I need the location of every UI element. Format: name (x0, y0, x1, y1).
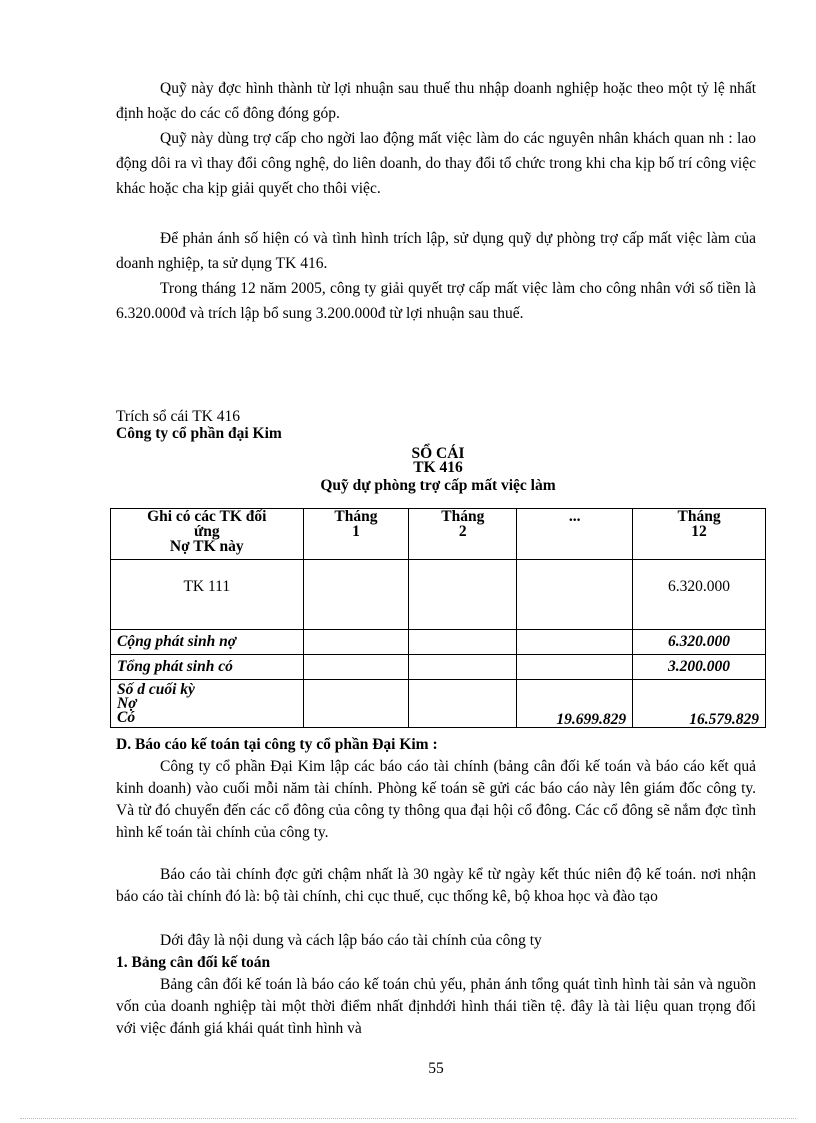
company-name: Công ty cổ phần đại Kim (116, 425, 282, 442)
ledger-excerpt-label: Trích sổ cái TK 416 (116, 408, 240, 425)
section-1-paragraph: Bảng cân đối kế toán là báo cáo kế toán chủ yếu, phản ánh tổng quát tình hình tài sản và nguồn vốn của doanh nghiệp tài một thời điểm nhất địnhdới hình thái tiền tệ. đây là tài liệu quan trọng đối với việc đánh giá khái quát tình hình và (116, 976, 756, 1037)
page-bottom-divider (20, 1118, 796, 1119)
header-month-1: Tháng 1 (303, 509, 409, 560)
row-tk111-m12: 6.320.000 (633, 560, 766, 630)
header-month-2: Tháng 2 (409, 509, 517, 560)
paragraph-fund-usage: Quỹ này dùng trợ cấp cho ngời lao động mất việc làm do các nguyên nhân khách quan nh : lao động dôi ra vì thay đổi công nghệ, do liên doanh, do thay đổi tổ chức trong khi cha kịp bố trí công việc khác hoặc cha kịp giải quyết cho thôi việc. (116, 130, 756, 197)
ledger-title: SỔ CÁI (411, 445, 465, 462)
ledger-row-credit (111, 655, 766, 680)
ledger-row-tk111 (111, 560, 766, 630)
ledger-table (110, 508, 766, 728)
ledger-account: TK 416 (413, 459, 463, 476)
ledger-header-row (111, 509, 766, 560)
ledger-row-debit (111, 630, 766, 655)
row-debit-m12: 6.320.000 (633, 630, 766, 655)
paragraph-fund-source: Quỹ này đợc hình thành từ lợi nhuận sau thuế thu nhập doanh nghiệp hoặc theo một tỷ lệ nhất định hoặc do các cổ đông đóng góp. (116, 80, 756, 122)
row-credit-label: Tổng phát sinh có (111, 655, 304, 680)
section-d-paragraph-3: Dới đây là nội dung và cách lập báo cáo tài chính của công ty (160, 932, 542, 949)
row-tk111-label: TK 111 (111, 560, 304, 630)
paragraph-december-example: Trong tháng 12 năm 2005, công ty giải quyết trợ cấp mất việc làm cho công nhân với số tiền là 6.320.000đ và trích lập bổ sung 3.200.000đ từ lợi nhuận sau thuế. (116, 280, 756, 322)
ledger-subtitle: Quỹ dự phòng trợ cấp mất việc làm (320, 477, 556, 494)
paragraph-tk416-usage: Để phản ánh số hiện có và tình hình trích lập, sử dụng quỹ dự phòng trợ cấp mất việc làm của doanh nghiệp, ta sử dụng TK 416. (116, 230, 756, 272)
section-d-heading: D. Báo cáo kế toán tại công ty cổ phần Đại Kim : (116, 736, 438, 753)
row-balance-label: Số d cuối kỳ Nợ Có (111, 680, 304, 728)
ledger-row-balance (111, 680, 766, 728)
header-ellipsis: ... (517, 509, 633, 560)
header-account-cell: Ghi có các TK đối ứng Nợ TK này (111, 509, 304, 560)
section-1-heading: 1. Bảng cân đối kế toán (116, 954, 271, 971)
row-credit-m12: 3.200.000 (633, 655, 766, 680)
header-month-12: Tháng 12 (633, 509, 766, 560)
row-debit-label: Cộng phát sinh nợ (111, 630, 304, 655)
section-d-paragraph-2: Báo cáo tài chính đợc gửi chậm nhất là 30 ngày kể từ ngày kết thúc niên độ kế toán. nơi nhận báo cáo tài chính đó là: bộ tài chính, chi cục thuế, cục thống kê, bộ khoa học và đào tạo (116, 866, 756, 905)
section-d-paragraph-1: Công ty cổ phần Đại Kim lập các báo cáo tài chính (bảng cân đối kế toán và báo cáo kết quả kinh doanh) vào cuối mỗi năm tài chính. Phòng kế toán sẽ gửi các báo cáo này lên giám đốc công ty. Và từ đó chuyển đến các cổ đông của công ty thông qua đại hội cổ đông. Các cổ đông sẽ nắm đợc tình hình kế toán tài chính của công ty. (116, 758, 756, 841)
row-balance-m12: 16.579.829 (633, 680, 766, 728)
row-balance-ellipsis-value: 19.699.829 (517, 680, 633, 728)
page-number: 55 (428, 1060, 444, 1077)
